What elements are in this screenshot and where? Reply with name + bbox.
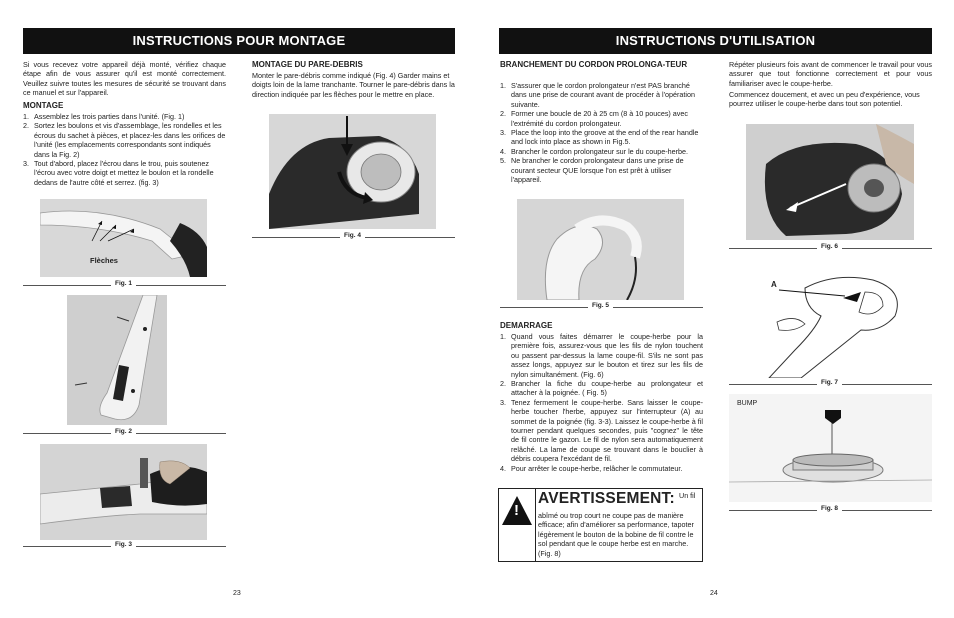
list-item: 2. Brancher la fiche du coupe-herbe au prolongateur et attacher à la poignée. ( Fig. 5) bbox=[500, 379, 703, 398]
warning-box bbox=[498, 488, 703, 562]
pare-debris-title: MONTAGE DU PARE-DEBRIS bbox=[252, 60, 363, 69]
montage-list bbox=[23, 112, 226, 187]
right-banner: INSTRUCTIONS D'UTILISATION bbox=[499, 28, 932, 54]
right-page-number: 24 bbox=[710, 590, 718, 597]
repeat-paragraph: Répéter plusieurs fois avant de commencer le travail pour vous assurer que tout fonctionne correctement et pour vous familiariser avec le coupe-herbe. bbox=[729, 60, 932, 88]
branchement-list bbox=[500, 81, 703, 184]
list-item: 3. Place the loop into the groove at the end of the rear handle and lock into place as shown in Fig.5. bbox=[500, 128, 699, 147]
figure-4-image bbox=[269, 114, 436, 229]
warning-icon-cell bbox=[499, 489, 536, 561]
demarrage-title: DEMARRAGE bbox=[500, 321, 553, 330]
list-item: 3. Tenez fermement le coupe-herbe. Sans laisser le coupe-herbe toucher l'herbe, appuyez sur l'interrupteur (A) au sommet de la poignée (fig. 3-3). Laissez le coupe-herbe à fil tourner pendant quelques secondes, puis "cognez" le tête de fil contre le gazon. Le fil de nylon sera automatiquement relâché. La lame de coupe se trouvant dans le bouclier à débris coupera l'excédant de fil. bbox=[500, 397, 703, 464]
warning-text: abîmé ou trop court ne coupe pas de manière efficace; afin d'améliorer sa performance, tapoter légèrement le bouton de la bobine de fil contre le sol pendant que le coupe herbe est en marche. (Fig. 8) bbox=[538, 511, 694, 558]
figure-5-image bbox=[517, 199, 684, 300]
bump-feed-illustration bbox=[729, 394, 932, 502]
list-item: 2. Sortez les boulons et vis d'assemblage, les rondelles et les écrous du sachet à pièces, et placez-les dans les orifices de l'unité (les emplacements correspondants sont indiqués dans la Fig. 2) bbox=[23, 121, 226, 159]
list-item: 1. Quand vous faites démarrer le coupe-herbe pour la première fois, assurez-vous que les fils de nylon touchent ou passent par-dessus la lame coupe-fil. S'ils ne sont pas assez longs, appuyez sur le bouton et tirez sur les fils de nylon simultanément. (Fig. 6) bbox=[500, 332, 703, 379]
fig7-label: Fig. 7 bbox=[817, 379, 842, 386]
left-banner: INSTRUCTIONS POUR MONTAGE bbox=[23, 28, 455, 54]
bolt-tightening-illustration bbox=[40, 444, 207, 540]
figure-6-image bbox=[746, 124, 914, 240]
fig5-label: Fig. 5 bbox=[588, 302, 613, 309]
branchement-title: BRANCHEMENT DU CORDON PROLONGA-TEUR bbox=[500, 60, 688, 69]
warning-title: AVERTISSEMENT: bbox=[538, 490, 675, 507]
cord-loop-illustration bbox=[517, 199, 684, 300]
spool-line-illustration bbox=[746, 124, 914, 240]
left-page-number: 23 bbox=[233, 590, 241, 597]
figure-3-image bbox=[40, 444, 207, 540]
fig1-caption: Flèches bbox=[90, 256, 118, 265]
warning-inline-text: Un fil bbox=[679, 491, 696, 500]
list-item: 2. Former une boucle de 20 à 25 cm (8 à 10 pouces) avec l'extrémité du cordon prolongateur. bbox=[500, 109, 688, 128]
list-item: 5. Ne brancher le cordon prolongateur dans une prise de courant secteur QUE lorsque l'on est prêt à utiliser l'appareil. bbox=[500, 156, 684, 185]
fig6-label: Fig. 6 bbox=[817, 243, 842, 250]
list-item: 3. Tout d'abord, placez l'écrou dans le trou, puis soutenez l'écrou avec votre doigt et mettez le boulon et la rondelle dedans de l'autre côté et serrez. (fig. 3) bbox=[23, 159, 214, 187]
intro-text: Si vous recevez votre appareil déjà monté, vérifiez chaque étape afin de vous assurer qu'il est monté correctement. Veuillez suivre toutes les mesures de sécurité se trouvant dans ce manuel et sur l'appareil. bbox=[23, 60, 226, 98]
fig4-label: Fig. 4 bbox=[340, 232, 365, 239]
fig2-label: Fig. 2 bbox=[111, 428, 136, 435]
handle-assembly-illustration bbox=[67, 295, 167, 425]
trimmer-shaft-illustration bbox=[40, 199, 207, 277]
figure-1-image bbox=[40, 199, 207, 277]
figure-8-image bbox=[729, 394, 932, 502]
fig7-callout-a: A bbox=[771, 280, 777, 289]
figure-7-image bbox=[765, 274, 915, 378]
warning-exclamation-icon: ! bbox=[514, 502, 519, 519]
list-item: 1. Assemblez les trois parties dans l'unité. (Fig. 1) bbox=[23, 112, 185, 121]
fig3-label: Fig. 3 bbox=[111, 541, 136, 548]
fig8-label: Fig. 8 bbox=[817, 505, 842, 512]
fig8-bump-label: BUMP bbox=[737, 400, 758, 407]
start-gently-paragraph: Commencez doucement, et avec un peu d'expérience, vous pourrez utiliser le coupe-herbe dans tout son potentiel. bbox=[729, 90, 920, 109]
list-item: 4. Pour arrêter le coupe-herbe, relâcher le commutateur. bbox=[500, 463, 683, 473]
debris-shield-illustration bbox=[269, 114, 436, 229]
handle-switch-illustration bbox=[765, 274, 915, 378]
fig1-label: Fig. 1 bbox=[111, 280, 136, 287]
list-item: 1. S'assurer que le cordon prolongateur n'est PAS branché dans une prise de courant avant de procéder à l'opération suivante. bbox=[500, 81, 695, 109]
figure-2-image bbox=[67, 295, 167, 425]
pare-debris-text: Monter le pare-débris comme indiqué (Fig. 4) Garder mains et doigts loin de la lame tranchante. Tourner le pare-débris dans la direction indiquée par les flèches pour le mettre en place. bbox=[252, 71, 455, 99]
demarrage-list bbox=[500, 332, 703, 473]
montage-title: MONTAGE bbox=[23, 101, 64, 110]
list-item: 4. Brancher le cordon prolongateur sur le du coupe-herbe. bbox=[500, 146, 689, 156]
